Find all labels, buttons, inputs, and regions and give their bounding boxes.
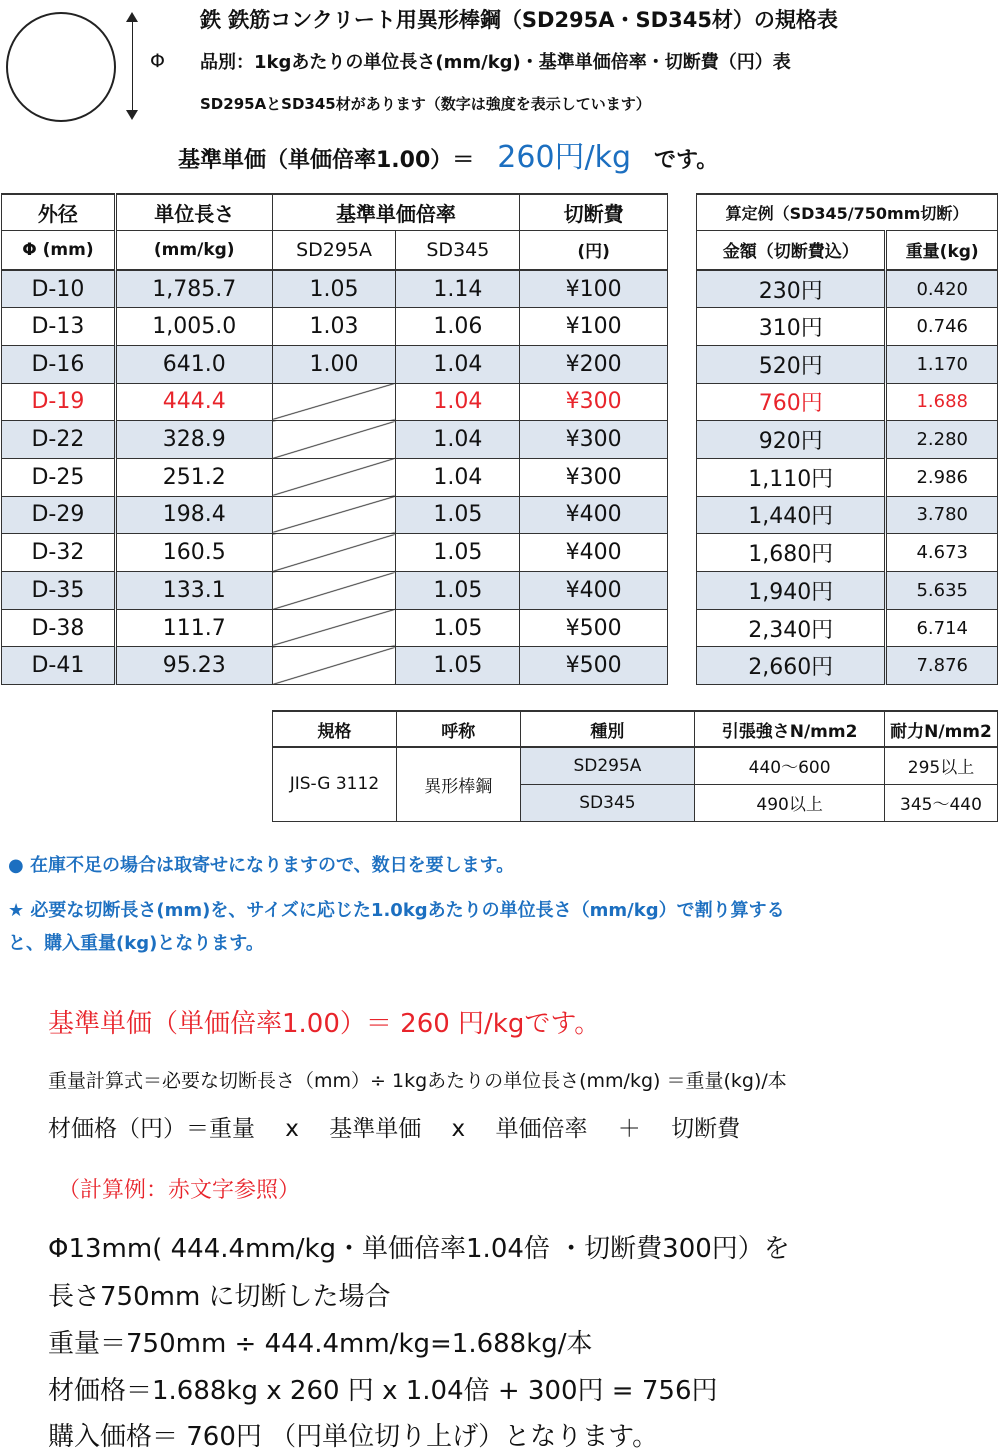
cell-sd345: 1.05 [396, 647, 520, 685]
table-row [2, 270, 668, 308]
cell-size: D-13 [2, 308, 116, 346]
cell-unit-length: 133.1 [115, 572, 272, 610]
subheader-sd345: SD345 [396, 230, 520, 270]
cell-price: 520円 [697, 345, 886, 383]
cell-sd345: 1.05 [396, 496, 520, 534]
base-price-suffix: です。 [654, 148, 719, 173]
spec-yield: 295以上 [885, 747, 998, 784]
jis-spec-table [272, 710, 998, 822]
cell-weight: 5.635 [886, 572, 998, 610]
cell-weight: 3.780 [886, 496, 998, 534]
spec-type: SD345 [520, 784, 695, 821]
table-row [697, 496, 998, 534]
cell-unit-length: 328.9 [115, 421, 272, 459]
table-row [697, 609, 998, 647]
cell-unit-length: 444.4 [115, 383, 272, 421]
spec-header-standard: 規格 [273, 711, 397, 747]
cell-not-available [272, 383, 396, 421]
weight-formula: 重量計算式＝必要な切断長さ（mm）÷ 1kgあたりの単位長さ(mm/kg) ＝重量(kg)/本 [48, 1070, 787, 1092]
spec-header-tensile: 引張強さN/mm2 [695, 711, 885, 747]
cell-sd345: 1.06 [396, 308, 520, 346]
calc-example-table [696, 193, 998, 685]
cell-size: D-38 [2, 609, 116, 647]
cell-size: D-25 [2, 458, 116, 496]
subheader-amount: 金額（切断費込） [697, 230, 886, 270]
cell-sd295a: 1.00 [272, 345, 396, 383]
subheader-sd295a: SD295A [272, 230, 396, 270]
page-title: 鉄 鉄筋コンクリート用異形棒鋼（SD295A・SD345材）の規格表 [200, 8, 838, 32]
cell-weight: 4.673 [886, 534, 998, 572]
cell-weight: 0.420 [886, 270, 998, 308]
cell-cutting-fee: ¥200 [520, 345, 668, 383]
cell-unit-length: 198.4 [115, 496, 272, 534]
cell-weight: 2.986 [886, 458, 998, 496]
price-formula: 材価格（円）＝重量 x 基準単価 x 単価倍率 ＋ 切断費 [48, 1116, 741, 1142]
cell-cutting-fee: ¥500 [520, 609, 668, 647]
cell-sd345: 1.04 [396, 458, 520, 496]
table-row-highlighted [2, 383, 668, 421]
rebar-cross-section-circle [6, 12, 116, 122]
cell-not-available [272, 458, 396, 496]
cell-sd345: 1.04 [396, 421, 520, 459]
cell-not-available [272, 572, 396, 610]
subheader-yen: (円) [520, 230, 668, 270]
cell-not-available [272, 647, 396, 685]
table-row [2, 534, 668, 572]
base-price-red-title: 基準単価（単価倍率1.00）＝ 260 円/kgです。 [48, 1009, 601, 1039]
cell-size: D-19 [2, 383, 116, 421]
cell-unit-length: 160.5 [115, 534, 272, 572]
cell-sd295a: 1.05 [272, 270, 396, 308]
cell-size: D-29 [2, 496, 116, 534]
subheader-weight: 重量(kg) [886, 230, 998, 270]
cell-unit-length: 111.7 [115, 609, 272, 647]
table-row [697, 572, 998, 610]
table-subheader-row [2, 230, 668, 270]
spec-tensile: 490以上 [695, 784, 885, 821]
cell-weight: 1.170 [886, 345, 998, 383]
cell-unit-length: 1,785.7 [115, 270, 272, 308]
calc-note-line2: と、購入重量(kg)となります。 [8, 933, 264, 954]
cell-size: D-35 [2, 572, 116, 610]
cell-unit-length: 641.0 [115, 345, 272, 383]
cell-sd295a: 1.03 [272, 308, 396, 346]
spec-yield: 345〜440 [885, 784, 998, 821]
cell-sd345: 1.05 [396, 534, 520, 572]
table-row [697, 308, 998, 346]
spec-type: SD295A [520, 747, 695, 784]
cell-weight: 1.688 [886, 383, 998, 421]
cell-sd345: 1.14 [396, 270, 520, 308]
table-row-highlighted [697, 383, 998, 421]
spec-header-row [273, 711, 998, 747]
cell-unit-length: 251.2 [115, 458, 272, 496]
calc-subheader-row [697, 230, 998, 270]
table-row [2, 421, 668, 459]
cell-cutting-fee: ¥400 [520, 534, 668, 572]
header-unit-length: 単位長さ [115, 194, 272, 230]
rebar-spec-table [1, 193, 668, 685]
cell-cutting-fee: ¥300 [520, 421, 668, 459]
table-row [2, 609, 668, 647]
cell-not-available [272, 609, 396, 647]
base-price-line [178, 132, 718, 176]
cell-size: D-16 [2, 345, 116, 383]
spec-header-type: 種別 [520, 711, 695, 747]
cell-price: 1,940円 [697, 572, 886, 610]
table-row [697, 534, 998, 572]
cell-price: 760円 [697, 383, 886, 421]
material-note: SD295AとSD345材があります（数字は強度を表示しています） [200, 95, 651, 113]
cell-unit-length: 95.23 [115, 647, 272, 685]
diameter-dimension-line [132, 14, 133, 118]
spec-tensile: 440〜600 [695, 747, 885, 784]
base-price-prefix: 基準単価（単価倍率1.00）＝ [178, 148, 475, 173]
cell-sd345: 1.05 [396, 609, 520, 647]
arrow-down-icon [126, 110, 138, 120]
calc-header-row [697, 194, 998, 230]
example-line-4: 材価格＝1.688kg x 260 円 x 1.04倍 + 300円 = 756円 [48, 1376, 718, 1406]
cell-not-available [272, 534, 396, 572]
cell-size: D-41 [2, 647, 116, 685]
cell-cutting-fee: ¥400 [520, 572, 668, 610]
cell-price: 1,680円 [697, 534, 886, 572]
table-row [273, 747, 998, 784]
cell-weight: 7.876 [886, 647, 998, 685]
table-row [697, 458, 998, 496]
cell-cutting-fee: ¥100 [520, 308, 668, 346]
cell-weight: 0.746 [886, 308, 998, 346]
subheader-phi-mm: Φ (mm) [2, 230, 116, 270]
spec-name: 異形棒鋼 [396, 747, 520, 821]
table-row [697, 647, 998, 685]
header-diameter: 外径 [2, 194, 116, 230]
cell-size: D-22 [2, 421, 116, 459]
cell-price: 920円 [697, 421, 886, 459]
cell-price: 2,340円 [697, 609, 886, 647]
cell-size: D-10 [2, 270, 116, 308]
example-line-2: 長さ750mm に切断した場合 [48, 1282, 391, 1312]
example-line-3: 重量＝750mm ÷ 444.4mm/kg=1.688kg/本 [48, 1329, 593, 1359]
table-row [2, 572, 668, 610]
table-row [697, 421, 998, 459]
cell-weight: 2.280 [886, 421, 998, 459]
cell-cutting-fee: ¥300 [520, 458, 668, 496]
example-label: （計算例：赤文字参照） [58, 1178, 301, 1203]
cell-cutting-fee: ¥100 [520, 270, 668, 308]
cell-not-available [272, 496, 396, 534]
spec-header-yield: 耐力N/mm2 [885, 711, 998, 747]
table-row [697, 270, 998, 308]
cell-weight: 6.714 [886, 609, 998, 647]
cell-sd345: 1.04 [396, 383, 520, 421]
cell-unit-length: 1,005.0 [115, 308, 272, 346]
cell-price: 1,440円 [697, 496, 886, 534]
table-row [697, 345, 998, 383]
cell-price: 2,660円 [697, 647, 886, 685]
table-row [2, 458, 668, 496]
cell-price: 230円 [697, 270, 886, 308]
phi-label: Φ [150, 50, 165, 72]
cell-sd345: 1.05 [396, 572, 520, 610]
base-price-value: 260円/kg [497, 140, 632, 175]
cell-not-available [272, 421, 396, 459]
cell-cutting-fee: ¥300 [520, 383, 668, 421]
cell-cutting-fee: ¥400 [520, 496, 668, 534]
table-row [2, 308, 668, 346]
spec-standard: JIS-G 3112 [273, 747, 397, 821]
table-row [2, 496, 668, 534]
page-subtitle: 品別：1kgあたりの単位長さ(mm/kg)・基準単価倍率・切断費（円）表 [200, 52, 791, 73]
example-line-5: 購入価格＝ 760円 （円単位切り上げ）となります。 [48, 1422, 659, 1452]
header-price-ratio: 基準単価倍率 [272, 194, 520, 230]
cell-sd345: 1.04 [396, 345, 520, 383]
cell-size: D-32 [2, 534, 116, 572]
example-line-1: Φ13mm( 444.4mm/kg・単価倍率1.04倍 ・切断費300円）を [48, 1234, 790, 1264]
stock-note: ● 在庫不足の場合は取寄せになりますので、数日を要します。 [8, 855, 515, 876]
spec-header-name: 呼称 [396, 711, 520, 747]
table-row [2, 647, 668, 685]
cell-price: 310円 [697, 308, 886, 346]
cell-price: 1,110円 [697, 458, 886, 496]
header-cutting-fee: 切断費 [520, 194, 668, 230]
calc-note-line1: ★ 必要な切断長さ(mm)を、サイズに応じた1.0kgあたりの単位長さ（mm/kg）で割り算する [8, 900, 785, 921]
cell-cutting-fee: ¥500 [520, 647, 668, 685]
subheader-mm-per-kg: (mm/kg) [115, 230, 272, 270]
table-row [2, 345, 668, 383]
table-header-row [2, 194, 668, 230]
arrow-up-icon [126, 12, 138, 22]
calc-table-title: 算定例（SD345/750mm切断） [697, 194, 998, 230]
